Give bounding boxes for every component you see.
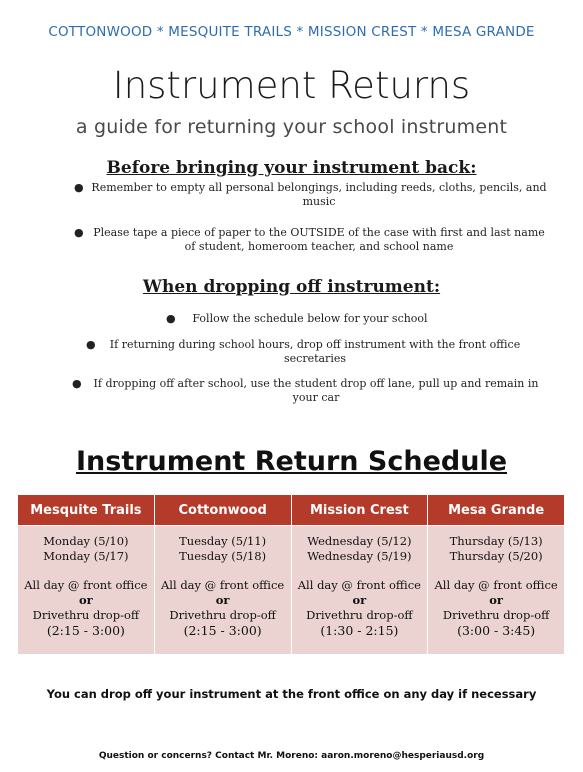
drivethru-option: Drivethru drop-off [442,608,550,622]
dropoff-heading: When dropping off instrument: [142,277,441,297]
before-bullet-2-text: Please tape a piece of paper to the OUTSIDE of the case with first and last name of student, homeroom teacher, and school name [93,226,545,253]
drivethru-option: Drivethru drop-off [306,608,413,622]
before-bullet-2 [74,226,550,254]
schedule-header-row [18,495,565,526]
schedule-title: Instrument Return Schedule [75,446,508,477]
return-day-2: Wednesday (5/19) [307,549,412,563]
drivethru-time: (2:15 - 3:00) [183,623,262,638]
schedule-row [18,526,565,655]
bullet-dot-icon: ● [72,377,82,390]
drivethru-option: Drivethru drop-off [169,608,276,622]
page-subtitle: a guide for returning your school instrument [75,116,508,138]
schedule-cell [428,526,565,655]
bullet-dot-icon: ● [86,338,96,351]
return-day-2: Tuesday (5/18) [179,549,267,563]
school-column-header: Mission Crest [291,495,428,526]
schedule-cell [18,526,155,655]
schedule-cell [154,526,291,655]
or-word: or [352,593,367,607]
dropoff-bullet-1 [166,312,440,326]
dropoff-bullet-2-text: If returning during school hours, drop off instrument with the front office secretaries [109,338,521,365]
dropoff-bullet-3-text: If dropping off after school, use the student drop off lane, pull up and remain in your car [93,377,539,404]
dropoff-bullet-2 [86,338,530,366]
school-column-header: Mesa Grande [428,495,565,526]
drivethru-time: (1:30 - 2:15) [320,623,399,638]
schedule-cell [291,526,428,655]
return-day-2: Thursday (5/20) [449,549,543,563]
office-option: All day @ front office [297,578,421,592]
schedule-table [17,494,565,655]
return-day-2: Monday (5/17) [43,549,129,563]
return-day-1: Monday (5/10) [43,534,129,548]
schools-banner: COTTONWOOD * MESQUITE TRAILS * MISSION CREST * MESA GRANDE [48,24,535,40]
bullet-dot-icon: ● [166,312,176,325]
contact-line: Question or concerns? Contact Mr. Moreno: aaron.moreno@hesperiausd.org [98,751,485,761]
dropoff-bullet-1-text: Follow the schedule below for your school [192,312,428,325]
bullet-dot-icon: ● [74,226,84,239]
return-day-1: Wednesday (5/12) [307,534,412,548]
office-option: All day @ front office [161,578,285,592]
or-word: or [215,593,230,607]
dropoff-bullet-3 [72,377,546,405]
bullet-dot-icon: ● [74,181,84,194]
return-day-1: Thursday (5/13) [449,534,543,548]
return-day-1: Tuesday (5/11) [179,534,267,548]
before-heading: Before bringing your instrument back: [106,158,477,178]
or-word: or [79,593,93,607]
drivethru-time: (2:15 - 3:00) [46,623,125,638]
page-title: Instrument Returns [112,64,471,107]
or-word: or [489,593,503,607]
school-column-header: Cottonwood [154,495,291,526]
before-bullet-1 [74,181,550,209]
drivethru-time: (3:00 - 3:45) [457,623,536,638]
school-column-header: Mesquite Trails [18,495,155,526]
before-bullet-1-text: Remember to empty all personal belongings, including reeds, cloths, pencils, and music [91,181,547,208]
front-office-note: You can drop off your instrument at the front office on any day if necessary [46,687,537,701]
office-option: All day @ front office [24,578,148,592]
drivethru-option: Drivethru drop-off [32,608,140,622]
office-option: All day @ front office [434,578,558,592]
